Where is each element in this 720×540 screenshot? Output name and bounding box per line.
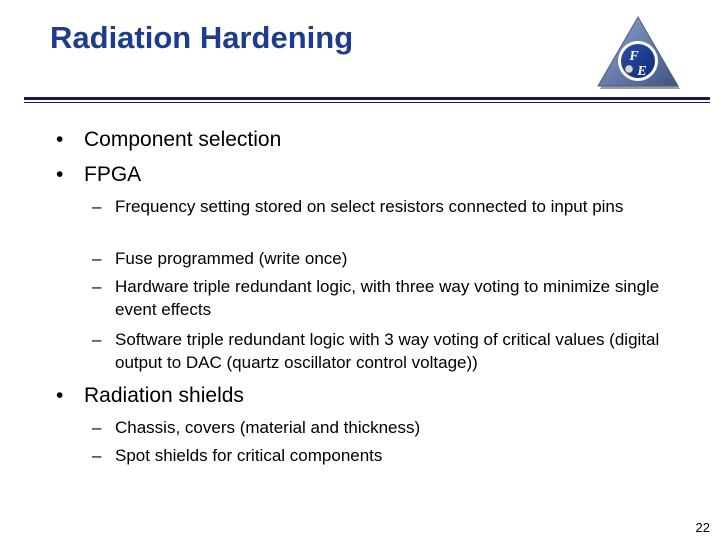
bullet-mark: • bbox=[56, 384, 64, 407]
bullet-text: Radiation shields bbox=[84, 384, 244, 407]
sub-bullet-text: Hardware triple redundant logic, with three way voting to minimize single event effects bbox=[115, 277, 660, 319]
slide-title: Radiation Hardening bbox=[50, 20, 354, 55]
sub-bullet-mark: – bbox=[92, 277, 102, 296]
bullet-mark: • bbox=[56, 163, 64, 186]
bullet-mark: • bbox=[56, 128, 64, 151]
sub-bullet-mark: – bbox=[92, 418, 102, 437]
sub-bullet-text: Fuse programmed (write once) bbox=[115, 249, 348, 268]
bullet-text: Component selection bbox=[84, 128, 282, 151]
sub-bullet-text: Software triple redundant logic with 3 way voting of critical values (digital output to DAC (quartz oscillator control voltage)) bbox=[115, 330, 660, 372]
sub-bullet-mark: – bbox=[92, 249, 102, 268]
sub-bullet-text: Frequency setting stored on select resistors connected to input pins bbox=[115, 197, 624, 216]
bullet-text: FPGA bbox=[84, 163, 142, 186]
sub-bullet-text: Spot shields for critical components bbox=[115, 446, 383, 465]
sub-bullet-mark: – bbox=[92, 446, 102, 465]
sub-bullet-text: Chassis, covers (material and thickness) bbox=[115, 418, 421, 437]
page-number: 22 bbox=[695, 520, 710, 535]
sub-bullet-mark: – bbox=[92, 330, 102, 349]
svg-text:E: E bbox=[637, 64, 647, 79]
svg-text:F: F bbox=[629, 49, 639, 64]
sub-bullet-mark: – bbox=[92, 197, 102, 216]
